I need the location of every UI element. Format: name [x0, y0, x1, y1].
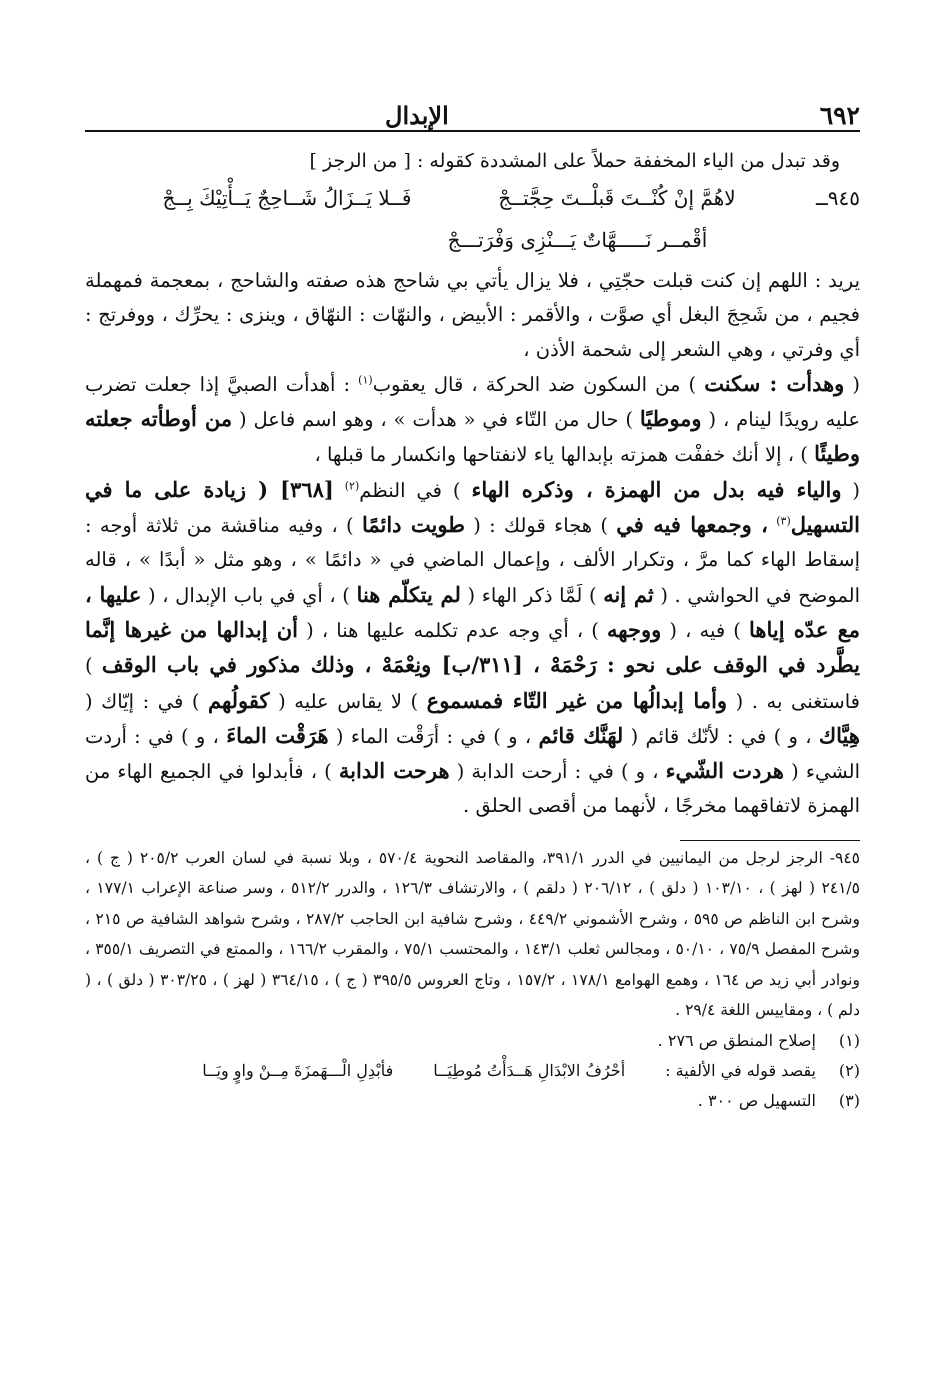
footnote-3-text: التسهيل ص ٣٠٠ .: [697, 1090, 816, 1110]
verse-number: ٩٤٥ــ: [816, 186, 860, 210]
footnote-2: [85, 1056, 860, 1086]
footnote-2-text: يقصد قوله في الألفية :: [665, 1060, 816, 1080]
footnote-separator: [680, 840, 860, 841]
footnote-3: [85, 1086, 860, 1116]
footnote-3-number: (٣): [838, 1090, 860, 1110]
footnote-1-text: إصلاح المنطق ص ٢٧٦ .: [657, 1030, 816, 1050]
verse-line-2: أقْمــر نَـــــهَّاتٌ يَـــنْزِى وَفْرَتـــجْ: [447, 228, 708, 252]
paragraph-2: ( وهدأت : سكنت ) من السكون ضد الحركة ، قال يعقوب$^{(١)}$ : أهدأت الصبيَّ إذا جعلت تضرب عليه رويدًا لينام ، ( وموطيًا ) حال من التّاء في « هدأت » ، وهو اسم فاعل ( من أوطأته جعلته وطيئًا ) ، إلا أنك خففْت همزته بإبدالها ياء لانفتاحها وانكسار ما قبلها ،: [85, 370, 861, 467]
paragraph-3: ( والياء فيه بدل من الهمزة ، وذكره الهاء ) في النظم$^{(٢)}$ [٣٦٨] ( زيادة على ما في التسهيل$^{(٣)}$ ، وجمعها فيه في ) هجاء قولك : ( طويت دائمًا ) ، وفيه مناقشة من ثلاثة أوجه : إسقاط الهاء كما مرَّ ، وتكرار الألف ، وإعمال الماضي في « دائمًا » ، وهو مثل « أبدًا » ، قاله الموضح في الحواشي . ( ثم إنه ) لَمَّا ذكر الهاء ( لم يتكلّم هنا ) ، أي في باب الإبدال ، ( عليها ، مع عدّه إياها ) فيه ، ( ووجهه ) ، أي وجه عدم تكلمه عليها هنا ، ( أن إبدالها من غيرها إنَّما يطَّرد في الوقف على نحو : رَحْمَهْ ، [٣١١/ب] ونِعْمَهْ ، وذلك مذكور في باب الوقف ) فاستغنى به . ( وأما إبدالُها من غير التّاء فمسموع ) لا يقاس عليه ( كقولُهم ) في : إيّاك ( هِيَّاك ، و ) في : لأنّك قائم ( لهَنَّك قائم ، و ) في : أرَقْت الماء ( هَرَقْت الماءَ ، و ) في : أردت الشيء ( هردت الشّيء ، و ) في : أرحت الدابة ( هرحت الدابة ) ، فأبدلوا في الجميع الهاء من الهمزة لاتفاقهما مخرجًا ، لأنهما من أقصى الحلق .: [85, 476, 861, 818]
footnote-1-number: (١): [838, 1030, 860, 1050]
footnotes: [85, 843, 860, 1116]
paragraph-1: يريد : اللهم إن كنت قبلت حجّتِي ، فلا يزال يأتي بي شاحج هذه صفته والشاحج ، بمعجمة فمهملة فجيم ، من شَحِجَ البغل أي صوَّت ، والأقمر : الأبيض ، والنهّات : النهّاق ، وينزى : يحرِّك ، ووفرتج : أي وفرتي ، وهي الشعر إلى شحمة الأذن ،: [85, 269, 860, 361]
book-page: [85, 92, 860, 1116]
footnote-2-hemistich-b: فأبْدِلِ الْـــهَمزَةَ مِــنْ واوٍ ويَــا: [202, 1060, 394, 1080]
chapter-title: الإبدال: [385, 101, 449, 130]
verse-line-1: [85, 178, 860, 218]
verse-second-hemistich: فَــلا يَــزَالُ شَــاحِجٌ يَــأْتِيْكَ بِــجْ: [162, 186, 412, 210]
intro-line: وقد تبدل من الياء المخففة حملاً على المشددة كقوله : [ من الرجز ]: [309, 150, 840, 172]
footnote-2-hemistich-a: أحْرُفُ الابْدَالِ هَــدَأْتُ مُوطِيَــا: [433, 1060, 626, 1080]
page-header: [85, 92, 860, 132]
verse-source-note: ٩٤٥- الرجز لرجل من اليمانيين في الدرر ٣٩١/١، والمقاصد النحوية ٥٧٠/٤ ، وبلا نسبة في لسان العرب ٢٠٥/٢ ( ج ) ، ٢٤١/٥ ( لهز ) ، ١٠٣/١٠ ( دلق ) ، ٢٠٦/١٢ ( دلقم ) ، والارتشاف ١٢٦/٣ ، والدرر ٥١٢/٢ ، وسر صناعة الإعراب ١٧٧/١ ، وشرح ابن الناظم ص ٥٩٥ ، وشرح الأشموني ٤٤٩/٢ ، وشرح شافية ابن الحاجب ٢٨٧/٢ ، وشرح شواهد الشافية ص ٢١٥ ، وشرح المفصل ٧٥/٩ ، ٥٠/١٠ ، ومجالس ثعلب ١٤٣/١ ، والمحتسب ٧٥/١ ، والمقرب ١٦٦/٢ ، والممتع في التصريف ٣٥٥/١ ، ونوادر أبي زيد ص ١٦٤ ، وهمع الهوامع ١٧٨/١ ، ١٥٧/٢ ، وتاج العروس ٣٩٥/٥ ( ج ) ، ٣٦٤/١٥ ( لهز ) ، ٣٠٣/٢٥ ( دلق ) ، ( دلم ) ، ومقاييس اللغة ٢٩/٤ .: [85, 848, 861, 1020]
verse-first-hemistich: لاهُمَّ إنْ كُنْــتَ قَبلْــتَ حِجَّتــجْ: [498, 186, 736, 210]
footnote-2-number: (٢): [838, 1060, 860, 1080]
footnote-1: [85, 1026, 860, 1056]
main-text: [85, 264, 860, 824]
page-number: ٦٩٢: [819, 101, 860, 130]
